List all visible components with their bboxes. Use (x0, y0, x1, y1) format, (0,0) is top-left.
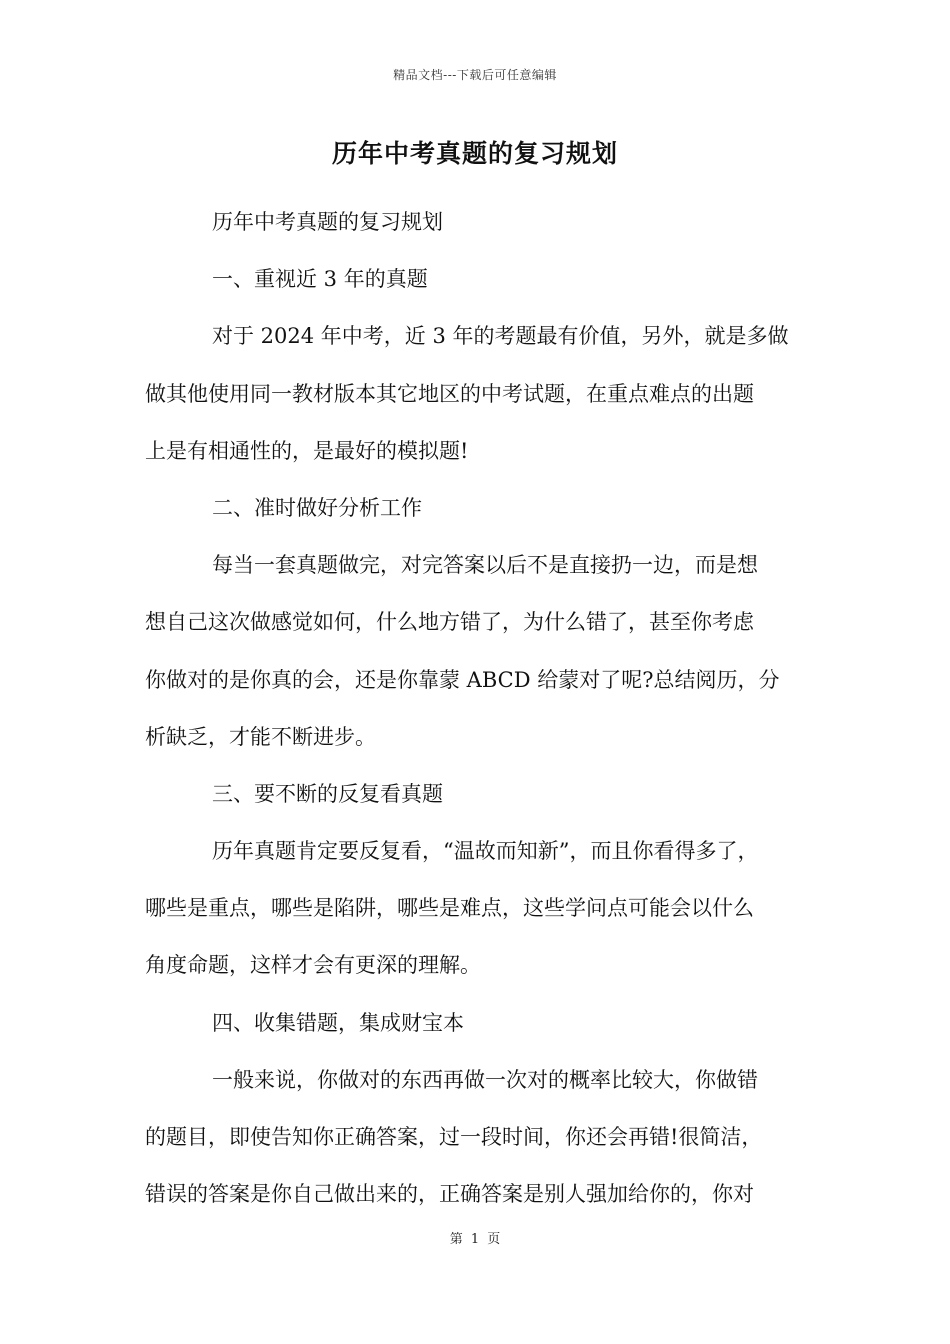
paragraph-line: 上是有相通性的，是最好的模拟题! (145, 438, 469, 463)
paragraph-line: 对于 2024 年中考，近 3 年的考题最有价值，另外，就是多做 (212, 324, 789, 349)
paragraph-line: 一般来说，你做对的东西再做一次对的概率比较大，你做错 (212, 1067, 758, 1092)
page-number: 第 1 页 (449, 1232, 501, 1247)
paragraph-line: 角度命题，这样才会有更深的理解。 (145, 953, 481, 978)
section-heading-3: 三、要不断的反复看真题 (212, 781, 443, 806)
paragraph-line: 的题目，即使告知你正确答案，过一段时间，你还会再错!很简洁， (145, 1125, 763, 1149)
paragraph-line: 错误的答案是你自己做出来的，正确答案是别人强加给你的，你对 (145, 1182, 754, 1207)
paragraph-line: 每当一套真题做完，对完答案以后不是直接扔一边，而是想 (212, 553, 758, 578)
section-heading-1: 一、重视近 3 年的真题 (212, 267, 428, 292)
paragraph-line: 析缺乏，才能不断进步。 (145, 724, 376, 749)
section-heading-4: 四、收集错题，集成财宝本 (212, 1010, 464, 1035)
paragraph-line: 历年真题肯定要反复看，“温故而知新”，而且你看得多了， (212, 839, 759, 864)
paragraph-line: 想自己这次做感觉如何，什么地方错了，为什么错了，甚至你考虑 (145, 610, 754, 635)
paragraph-line: 哪些是重点，哪些是陷阱，哪些是难点，这些学问点可能会以什么 (145, 896, 754, 921)
document-title: 历年中考真题的复习规划 (331, 139, 618, 168)
paragraph-line: 你做对的是你真的会，还是你靠蒙 ABCD 给蒙对了呢?总结阅历，分 (145, 667, 780, 692)
document-body (145, 200, 813, 1229)
section-heading-2: 二、准时做好分析工作 (212, 495, 422, 520)
paragraph-line: 做其他使用同一教材版本其它地区的中考试题，在重点难点的出题 (145, 381, 754, 406)
header-note: 精品文档---下载后可任意编辑 (393, 68, 557, 82)
intro-heading: 历年中考真题的复习规划 (212, 210, 443, 234)
